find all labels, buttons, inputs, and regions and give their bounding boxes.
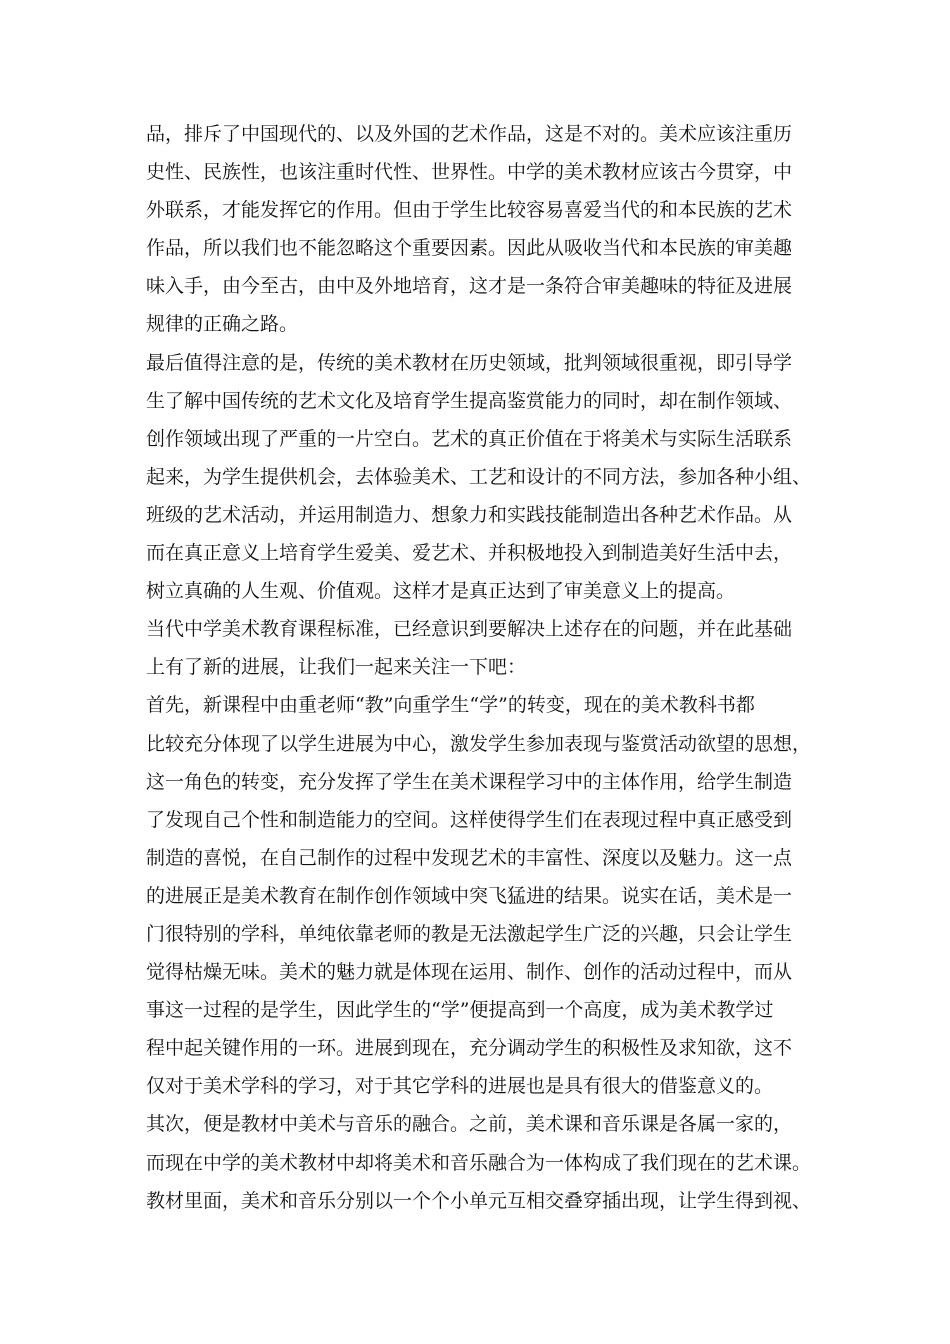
- text-line: 教材里面，美术和音乐分别以一个个小单元互相交叠穿插出现，让学生得到视、: [146, 1189, 812, 1212]
- text-line: 比较充分体现了以学生进展为中心，激发学生参加表现与鉴赏活动欲望的思想，: [146, 732, 812, 755]
- text-line: 味入手，由今至古，由中及外地培育，这才是一条符合审美趣味的特征及进展: [146, 275, 793, 298]
- text-line: 事这一过程的是学生，因此学生的“学”便提高到一个高度，成为美术教学过: [146, 999, 774, 1022]
- text-line: 外联系，才能发挥它的作用。但由于学生比较容易喜爱当代的和本民族的艺术: [146, 199, 793, 222]
- text-line: 仅对于美术学科的学习，对于其它学科的进展也是具有很大的借鉴意义的。: [146, 1075, 774, 1098]
- text-line: 程中起关键作用的一环。进展到现在，充分调动学生的积极性及求知欲，这不: [146, 1037, 793, 1060]
- text-line: 规律的正确之路。: [146, 313, 299, 336]
- text-line: 史性、民族性，也该注重时代性、世界性。中学的美术教材应该古今贯穿，中: [146, 161, 793, 184]
- text-line: 起来，为学生提供机会，去体验美术、工艺和设计的不同方法，参加各种小组、: [146, 465, 812, 488]
- text-line: 树立真确的人生观、价值观。这样才是真正达到了审美意义上的提高。: [146, 580, 736, 603]
- text-line: 生了解中国传统的艺术文化及培育学生提高鉴赏能力的同时，却在制作领域、: [146, 389, 793, 412]
- text-line: 其次，便是教材中美术与音乐的融合。之前，美术课和音乐课是各属一家的，: [146, 1113, 793, 1136]
- text-line: 而在真正意义上培育学生爱美、爱艺术、并积极地投入到制造美好生活中去，: [146, 542, 793, 565]
- text-line: 的进展正是美术教育在制作创作领域中突飞猛进的结果。说实在话，美术是一: [146, 884, 793, 907]
- text-line: 了发现自己个性和制造能力的空间。这样使得学生们在表现过程中真正感受到: [146, 808, 793, 831]
- text-line: 品，排斥了中国现代的、以及外国的艺术作品，这是不对的。美术应该注重历: [146, 123, 793, 145]
- text-line: 作品，所以我们也不能忽略这个重要因素。因此从吸收当代和本民族的审美趣: [146, 237, 793, 260]
- text-line: 首先，新课程中由重老师“教”向重学生“学”的转变，现在的美术教科书都: [146, 694, 755, 717]
- text-line: 觉得枯燥无味。美术的魅力就是体现在运用、制作、创作的活动过程中，而从: [146, 961, 793, 984]
- text-line: 而现在中学的美术教材中却将美术和音乐融合为一体构成了我们现在的艺术课。: [146, 1151, 812, 1174]
- body-text: [146, 115, 836, 1220]
- text-line: 当代中学美术教育课程标准，已经意识到要解决上述存在的问题，并在此基础: [146, 618, 793, 641]
- text-line: 制造的喜悦，在自己制作的过程中发现艺术的丰富性、深度以及魅力。这一点: [146, 846, 793, 869]
- text-line: 门很特别的学科，单纯依靠老师的教是无法激起学生广泛的兴趣，只会让学生: [146, 922, 793, 945]
- text-line: 创作领域出现了严重的一片空白。艺术的真正价值在于将美术与实际生活联系: [146, 427, 793, 450]
- text-line: 班级的艺术活动，并运用制造力、想象力和实践技能制造出各种艺术作品。从: [146, 503, 793, 526]
- text-line: 最后值得注意的是，传统的美术教材在历史领域，批判领域很重视，即引导学: [146, 351, 793, 374]
- text-line: 这一角色的转变，充分发挥了学生在美术课程学习中的主体作用，给学生制造: [146, 770, 793, 793]
- text-line: 上有了新的进展，让我们一起来关注一下吧：: [146, 656, 527, 679]
